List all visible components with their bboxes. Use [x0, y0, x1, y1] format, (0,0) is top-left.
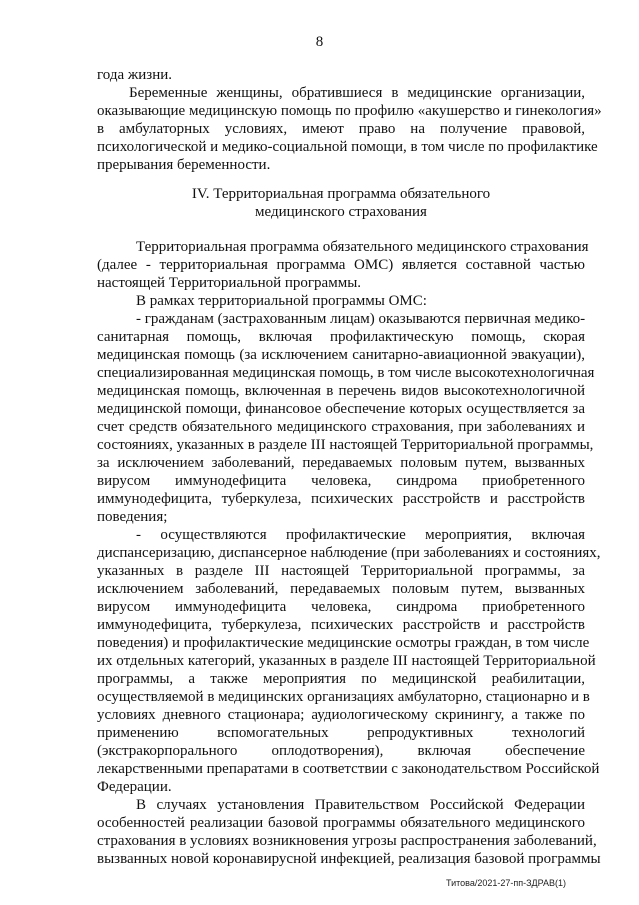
text-line: в амбулаторных условиях, имеют право на получение правовой, [97, 121, 585, 137]
text-line: медицинской помощи, финансовое обеспечение которых осуществляется за [97, 401, 585, 417]
text-line: иммунодефицита, туберкулеза, психических расстройств и расстройств [97, 491, 585, 507]
text-line: применению вспомогательных репродуктивных технологий [97, 725, 585, 741]
footer-code: Титова/2021-27-пп-ЗДРАВ(1) [446, 878, 567, 888]
text-line: лекарственными препаратами в соответствии с законодательством Российской [97, 761, 600, 777]
text-line: Беременные женщины, обратившиеся в медицинские организации, [129, 85, 585, 101]
text-line: медицинская помощь (за исключением санитарно-авиационной эвакуации), [97, 347, 585, 363]
text-line: Федерации. [97, 779, 172, 795]
text-line: иммунодефицита, туберкулеза, психических расстройств и расстройств [97, 617, 585, 633]
text-line: поведения) и профилактические медицинские осмотры граждан, в том числе [97, 635, 590, 651]
text-line: - гражданам (застрахованным лицам) оказываются первичная медико- [136, 311, 586, 327]
text-line: программы, а также мероприятия по медицинской реабилитации, [97, 671, 585, 687]
text-line: настоящей Территориальной программы. [97, 275, 362, 291]
text-line: санитарная помощь, включая профилактическую помощь, скорая [97, 329, 585, 345]
text-line: указанных в разделе III настоящей Территориальной программы, за [97, 563, 585, 579]
text-line: вызванных новой коронавирусной инфекцией, реализация базовой программы [97, 851, 601, 867]
section-heading: IV. Территориальная программа обязательного [191, 186, 491, 202]
page-number: 8 [315, 34, 324, 50]
text-line: осуществляемой в медицинских организациях амбулаторно, стационарно и в [97, 689, 590, 705]
text-line: В рамках территориальной программы ОМС: [136, 293, 427, 309]
text-line: (далее - территориальная программа ОМС) является составной частью [97, 257, 585, 273]
text-line: страхования в условиях возникновения угрозы распространения заболеваний, [97, 833, 597, 849]
text-line: за исключением заболеваний, передаваемых половым путем, вызванных [97, 455, 585, 471]
text-line: состояниях, указанных в разделе III настоящей Территориальной программы, [97, 437, 594, 453]
text-line: - осуществляются профилактические мероприятия, включая [136, 527, 585, 543]
text-line: особенностей реализации базовой программы обязательного медицинского [97, 815, 585, 831]
section-heading: медицинского страхования [255, 204, 427, 220]
text-line: года жизни. [97, 67, 173, 83]
text-line: поведения; [97, 509, 168, 525]
text-line: специализированная медицинская помощь, в том числе высокотехнологичная [97, 365, 595, 381]
text-line: диспансеризацию, диспансерное наблюдение (при заболеваниях и состояниях, [97, 545, 601, 561]
text-line: (экстракорпорального оплодотворения), включая обеспечение [97, 743, 585, 759]
text-line: условиях дневного стационара; аудиологическому скринингу, а также по [97, 707, 585, 723]
text-line: вирусом иммунодефицита человека, синдрома приобретенного [97, 599, 585, 615]
text-line: психологической и медико-социальной помощи, в том числе по профилактике [97, 139, 598, 155]
text-line: счет средств обязательного медицинского страхования, при заболеваниях и [97, 419, 585, 435]
text-line: вирусом иммунодефицита человека, синдрома приобретенного [97, 473, 585, 489]
text-line: исключением заболеваний, передаваемых половым путем, вызванных [97, 581, 585, 597]
text-line: оказывающие медицинскую помощь по профилю «акушерство и гинекология» [97, 103, 602, 119]
text-line: медицинская помощь, включенная в перечень видов высокотехнологичной [97, 383, 585, 399]
text-line: Территориальная программа обязательного медицинского страхования [136, 239, 589, 255]
text-line: прерывания беременности. [97, 157, 271, 173]
text-line: их отдельных категорий, указанных в разделе III настоящей Территориальной [97, 653, 596, 669]
text-line: В случаях установления Правительством Российской Федерации [136, 797, 585, 813]
